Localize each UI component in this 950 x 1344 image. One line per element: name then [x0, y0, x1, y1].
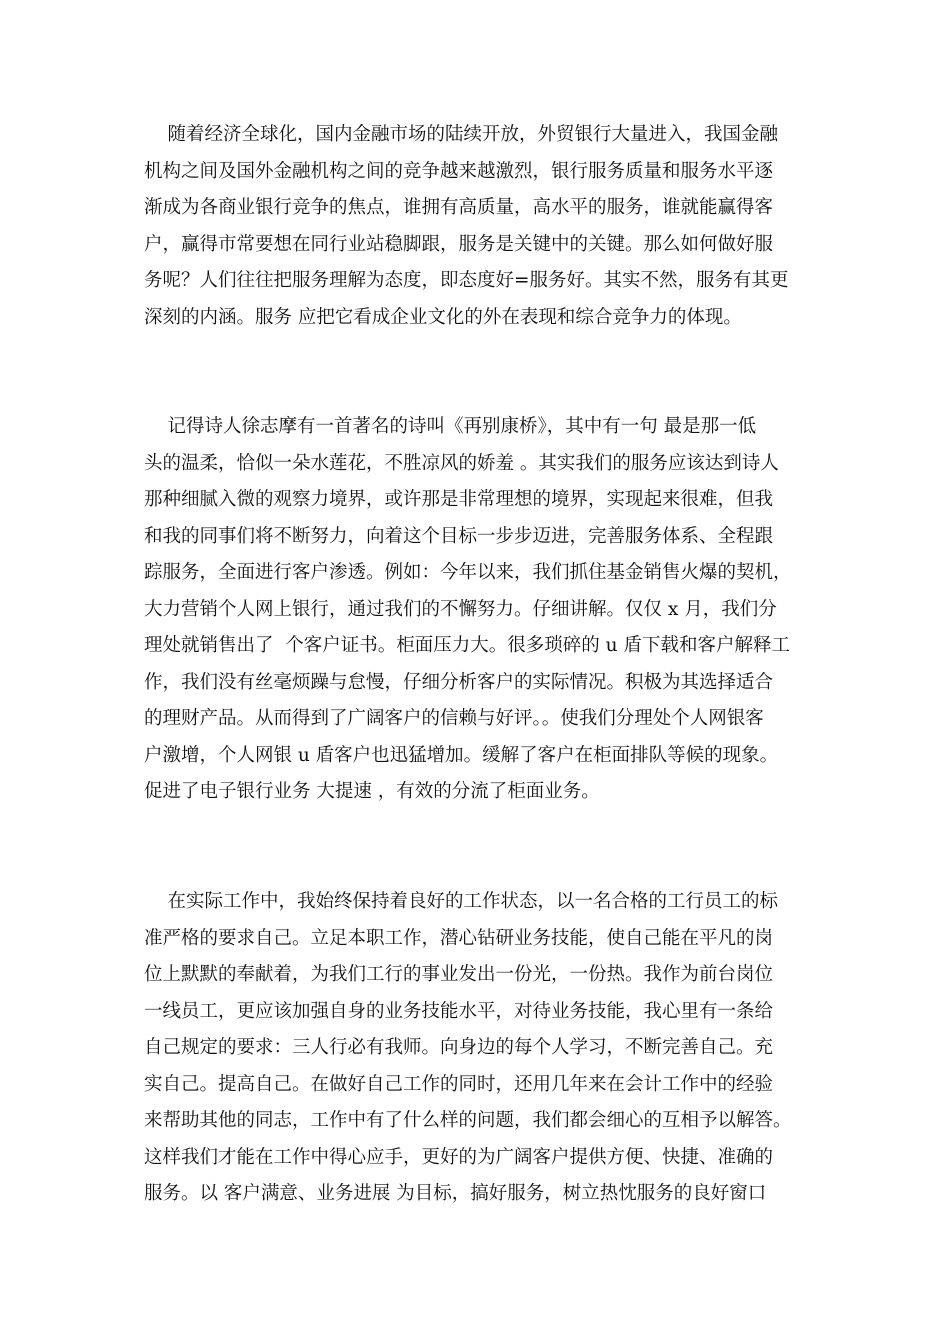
- text-line: 渐成为各商业银行竞争的焦点，谁拥有高质量，高水平的服务，谁就能赢得客: [144, 197, 774, 218]
- text-line: 户激增，个人网银 u 盾客户也迅猛增加。缓解了客户在柜面排队等候的现象。: [144, 744, 779, 766]
- text-line: 服务。以 客户满意、业务进展 为目标，搞好服务，树立热忱服务的良好窗口: [144, 1183, 767, 1204]
- text-line: 踪服务，全面进行客户渗透。例如：今年以来，我们抓住基金销售火爆的契机，: [144, 562, 792, 583]
- text-line: 的理财产品。从而得到了广阔客户的信赖与好评。。使我们分理处个人网银客: [144, 708, 764, 729]
- text-line: 记得诗人徐志摩有一首著名的诗叫《再别康桥》，其中有一句 最是那一低: [144, 416, 757, 437]
- paragraph-3: [144, 884, 814, 1213]
- text-line: 位上默默的奉献着，为我们工行的事业发出一份光，一份热。我作为前台岗位: [144, 964, 774, 985]
- text-line: 促进了电子银行业务 大提速 ，有效的分流了柜面业务。: [144, 781, 600, 802]
- text-line: 这样我们才能在工作中得心应手，更好的为广阔客户提供方便、快捷、准确的: [144, 1146, 774, 1168]
- text-line: 务呢？人们往往把服务理解为态度，即态度好=服务好。其实不然，服务有其更: [144, 270, 789, 291]
- text-line: 头的温柔，恰似一朵水莲花，不胜凉风的娇羞 。其实我们的服务应该达到诗人: [144, 452, 779, 474]
- text-line: 理处就销售出了 个客户证书。柜面压力大。很多琐碎的 u 盾下载和客户解释工: [144, 635, 790, 656]
- text-line: 户，赢得市常要想在同行业站稳脚跟，服务是关键中的关键。那么如何做好服: [144, 233, 774, 255]
- paragraph-1: [144, 117, 814, 336]
- text-line: 机构之间及国外金融机构之间的竞争越来越激烈，银行服务质量和服务水平逐: [144, 160, 774, 182]
- text-line: 一线员工，更应该加强自身的业务技能水平，对待业务技能，我心里有一条给: [144, 1000, 774, 1022]
- text-line: 自己规定的要求：三人行必有我师。向身边的每个人学习，不断完善自己。充: [144, 1037, 774, 1058]
- text-line: 在实际工作中，我始终保持着良好的工作状态，以一名合格的工行员工的标: [144, 891, 779, 912]
- text-line: 那种细腻入微的观察力境界，或许那是非常理想的境界，实现起来很难，但我: [144, 489, 774, 510]
- text-line: 实自己。提高自己。在做好自己工作的同时，还用几年来在会计工作中的经验: [144, 1073, 774, 1095]
- text-line: 和我的同事们将不断努力，向着这个目标一步步迈进，完善服务体系、全程跟: [144, 525, 774, 547]
- paragraph-2: [144, 409, 814, 811]
- text-line: 作，我们没有丝毫烦躁与怠慢，仔细分析客户的实际情况。积极为其选择适合: [144, 671, 774, 693]
- text-line: 大力营销个人网上银行，通过我们的不懈努力。仔细讲解。仅仅 x 月，我们分: [144, 598, 777, 620]
- text-line: 随着经济全球化，国内金融市场的陆续开放，外贸银行大量进入，我国金融: [144, 124, 779, 145]
- text-line: 来帮助其他的同志，工作中有了什么样的问题，我们都会细心的互相予以解答。: [144, 1110, 792, 1131]
- text-line: 准严格的要求自己。立足本职工作，潜心钻研业务技能，使自己能在平凡的岗: [144, 927, 774, 949]
- text-line: 深刻的内涵。服务 应把它看成企业文化的外在表现和综合竞争力的体现。: [144, 306, 742, 328]
